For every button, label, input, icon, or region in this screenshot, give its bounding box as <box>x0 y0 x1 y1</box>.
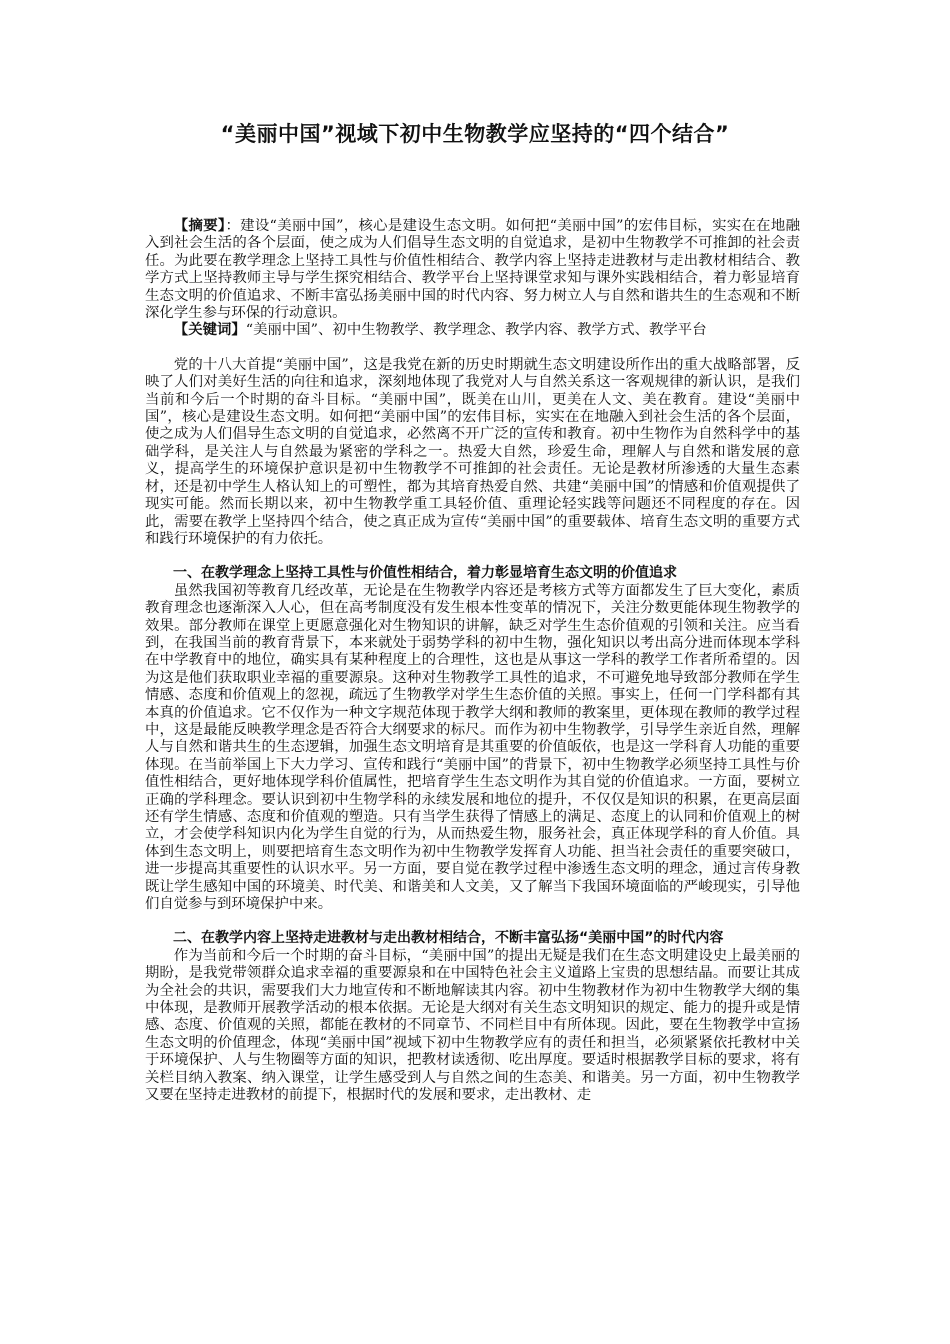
keywords-label: 【关键词】 <box>173 322 246 339</box>
abstract-label: 【摘要】 <box>173 218 226 234</box>
keywords-paragraph <box>145 322 800 339</box>
spacer <box>145 913 800 930</box>
section-1-heading: 一、在教学理念上坚持工具性与价值性相结合，着力彰显培育生态文明的价值追求 <box>173 565 677 582</box>
section-1-paragraph: 虽然我国初等教育几经改革，无论是在生物教学内容还是考核方式等方面都发生了巨大变化，素质教育理念也逐渐深入人心，但在高考制度没有发生根本性变革的情况下，关注分数更能体现生物教学的效果。部分教师在课堂上更愿意强化对生物知识的讲解，缺乏对学生生态价值观的引领和关注。应当看到，在我国当前的教育背景下，本来就处于弱势学科的初中生物，强化知识以考出高分进而体现本学科在中学教育中的地位，确实具有某种程度上的合理性，这也是从事这一学科的教学工作者所希望的。因为这是他们获取职业幸福的重要源泉。这种对生物教学工具性的追求，不可避免地导致部分教师在学生情感、态度和价值观上的忽视，疏远了生物教学对学生生态价值的关照。事实上，任何一门学科都有其本真的价值追求。它不仅作为一种文字规范体现于教学大纲和教师的教案里，更体现在教师的教学过程中，这是最能反映教学理念是否符合大纲要求的标尺。而作为初中生物教学，引导学生亲近自然，理解人与自然和谐共生的生态逻辑，加强生态文明培育是其重要的价值皈依，也是这一学科育人功能的重要体现。在当前举国上下大力学习、宣传和践行“美丽中国”的背景下，初中生物教学必须坚持工具性与价值性相结合，更好地体现学科价值属性，把培育学生生态文明作为其自觉的价值追求。一方面，要树立正确的学科理念。要认识到初中生物学科的永续发展和地位的提升，不仅仅是知识的积累，在更高层面还有学生情感、态度和价值观的塑造。只有当学生获得了情感上的满足、态度上的认同和价值观上的树立，才会使学科知识内化为学生自觉的行为，从而热爱生物，服务社会，真正体现学科的育人价值。具体到生态文明上，则要把培育生态文明作为初中生物教学发挥育人功能、担当社会责任的重要突破口，进一步提高其重要性的认识水平。另一方面，要自觉在教学过程中渗透生态文明的理念，通过言传身教既让学生感知中国的环境美、时代美、和谐美和人文美，又了解当下我国环境面临的严峻现实，引导他们自觉参与到环境保护中来。 <box>145 582 800 913</box>
document-body <box>145 218 800 1105</box>
section-2-heading: 二、在教学内容上坚持走进教材与走出教材相结合，不断丰富弘扬“美丽中国”的时代内容 <box>173 930 724 947</box>
intro-paragraph: 党的十八大首提“美丽中国”，这是我党在新的历史时期就生态文明建设所作出的重大战略部署，反映了人们对美好生活的向往和追求，深刻地体现了我党对人与自然关系这一客观规律的新认识，是我们当前和今后一个时期的奋斗目标。“美丽中国”，既美在山川，更美在人文、美在教育。建设“美丽中国”，核心是建设生态文明。如何把“美丽中国”的宏伟目标，实实在在地融入到社会生活的各个层面，使之成为人们倡导生态文明的自觉追求，必然离不开广泛的宣传和教育。初中生物作为自然科学中的基础学科，是关注人与自然最为紧密的学科之一。热爱大自然，珍爱生命，理解人与自然和谐发展的意义，提高学生的环境保护意识是初中生物教学不可推卸的社会责任。无论是教材所渗透的大量生态素材，还是初中学生人格认知上的可塑性，都为其培育热爱自然、共建“美丽中国”的情感和价值观提供了现实可能。然而长期以来，初中生物教学重工具轻价值、重理论轻实践等问题还不同程度的存在。因此，需要在教学上坚持四个结合，使之真正成为宣传“美丽中国”的重要载体、培育生态文明的重要方式和践行环境保护的有力依托。 <box>145 356 800 547</box>
document-title: “美丽中国”视域下初中生物教学应坚持的“四个结合” <box>220 122 730 146</box>
section-2-paragraph: 作为当前和今后一个时期的奋斗目标，“美丽中国”的提出无疑是我们在生态文明建设史上最美丽的期盼，是我党带领群众追求幸福的重要源泉和在中国特色社会主义道路上宝贵的思想结晶。而要让其成为全社会的共识，需要我们大力地宣传和不断地解读其内容。初中生物教材作为初中生物教学大纲的集中体现，是教师开展教学活动的根本依据。无论是大纲对有关生态文明知识的规定、能力的提升或是情感、态度、价值观的关照，都能在教材的不同章节、不同栏目中有所体现。因此，要在生物教学中宣扬生态文明的价值理念，体现“美丽中国”视域下初中生物教学应有的责任和担当，必须紧紧依托教材中关于环境保护、人与生物圈等方面的知识，把教材读透彻、吃出厚度。要适时根据教学目标的要求，将有关栏目纳入教案、纳入课堂，让学生感受到人与自然之间的生态美、和谐美。另一方面，初中生物教学又要在坚持走进教材的前提下，根据时代的发展和要求，走出教材、走 <box>145 947 800 1104</box>
spacer <box>145 340 800 357</box>
abstract-text: ：建设“美丽中国”，核心是建设生态文明。如何把“美丽中国”的宏伟目标，实实在在地融入到社会生活的各个层面，使之成为人们倡导生态文明的自觉追求，是初中生物教学不可推卸的社会责任。为此要在教学理念上坚持工具性与价值性相结合、教学内容上坚持走进教材与走出教材相结合、教学方式上坚持教师主导与学生探究相结合、教学平台上坚持课堂求知与课外实践相结合，着力彰显培育生态文明的价值追求、不断丰富弘扬美丽中国的时代内容、努力树立人与自然和谐共生的生态观和不断深化学生参与环保的行动意识。 <box>145 218 800 322</box>
abstract-paragraph <box>145 218 800 322</box>
spacer <box>145 548 800 565</box>
keywords-text: “美丽中国”、初中生物教学、教学理念、教学内容、教学方式、教学平台 <box>245 322 707 339</box>
